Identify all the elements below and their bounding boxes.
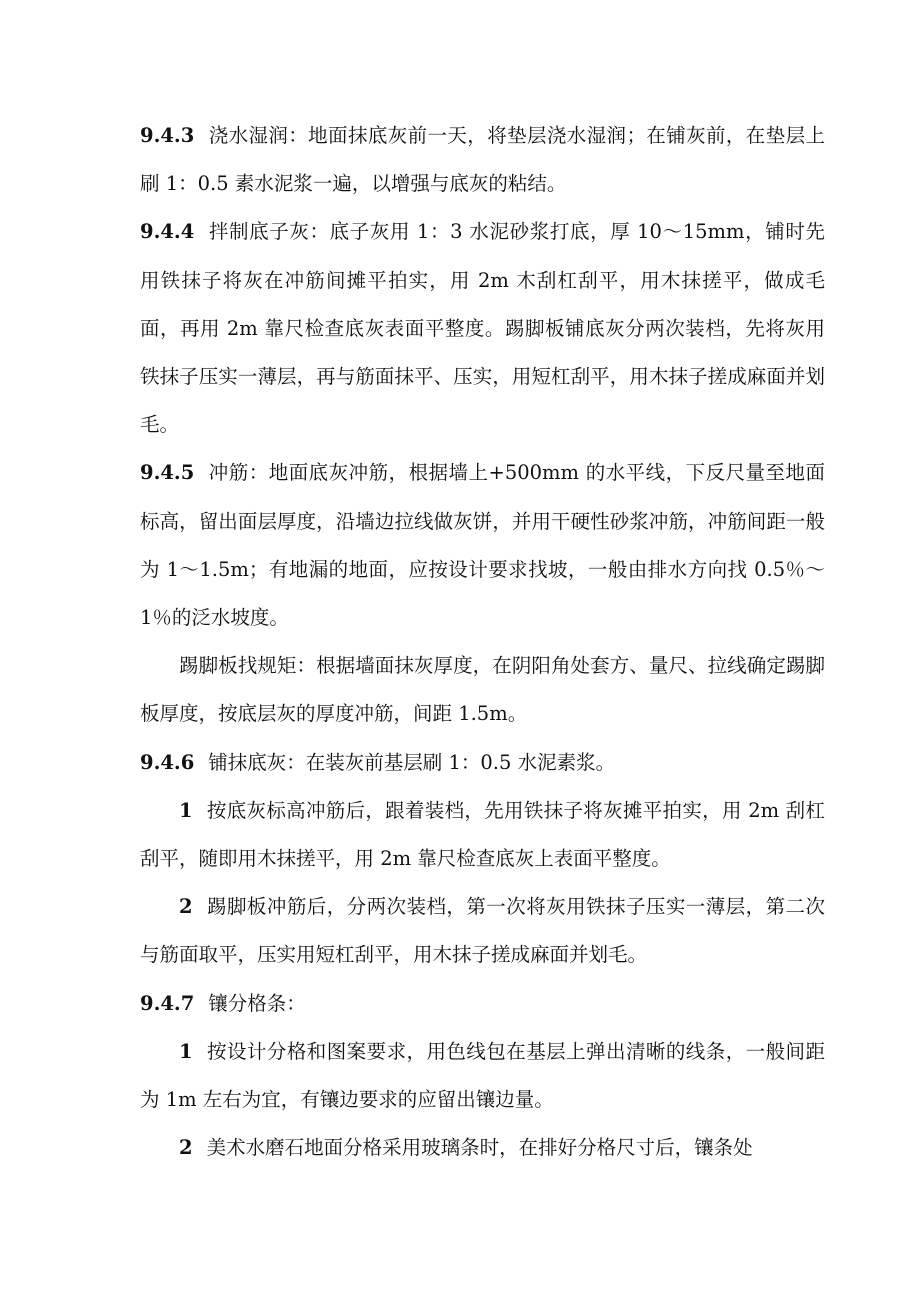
paragraph-text: 美术水磨石地面分格采用玻璃条时，在排好分格尺寸后，镶条处 [206,1136,753,1160]
paragraph-text: 浇水湿润：地面抹底灰前一天，将垫层浇水湿润；在铺灰前，在垫层上刷 1：0.5 素水泥浆一遍，以增强与底灰的粘结。 [140,124,825,196]
list-item-9-4-7-2 [140,1124,825,1172]
paragraph-skirting-layout [140,642,825,738]
item-number: 2 [179,895,193,919]
section-number: 9.4.5 [140,461,195,485]
item-number: 1 [179,1039,193,1063]
list-item-9-4-6-1 [140,787,825,883]
paragraph-text: 冲筋：地面底灰冲筋，根据墙上+500mm 的水平线，下反尺量至地面标高，留出面层厚度，沿墙边拉线做灰饼，并用干硬性砂浆冲筋，冲筋间距一般为 1～1.5m；有地漏的地面，应按设计要求找坡，一般由排水方向找 0.5％～1％的泛水坡度。 [140,461,825,630]
list-item-9-4-6-2 [140,883,825,979]
paragraph-text: 铺抹底灰：在装灰前基层刷 1：0.5 水泥素浆。 [208,750,616,774]
paragraph-9-4-3 [140,112,825,208]
paragraph-9-4-6 [140,739,825,787]
paragraph-text: 踢脚板冲筋后，分两次装档，第一次将灰用铁抹子压实一薄层，第二次与筋面取平，压实用短杠刮平，用木抹子搓成麻面并划毛。 [140,895,825,967]
item-number: 1 [179,798,193,822]
paragraph-text: 镶分格条： [208,991,306,1015]
paragraph-text: 按底灰标高冲筋后，跟着装档，先用铁抹子将灰摊平拍实，用 2m 刮杠刮平，随即用木抹搓平，用 2m 靠尺检查底灰上表面平整度。 [140,798,825,871]
list-item-9-4-7-1 [140,1028,825,1124]
document-page [140,112,825,1172]
paragraph-9-4-7 [140,980,825,1028]
paragraph-text: 踢脚板找规矩：根据墙面抹灰厚度，在阴阳角处套方、量尺、拉线确定踢脚板厚度，按底层灰的厚度冲筋，间距 1.5m。 [140,654,825,726]
section-number: 9.4.7 [140,991,195,1015]
section-number: 9.4.3 [140,124,195,147]
paragraph-text: 按设计分格和图案要求，用色线包在基层上弹出清晰的线条，一般间距为 1m 左右为宜，有镶边要求的应留出镶边量。 [140,1039,825,1112]
paragraph-9-4-4 [140,208,825,449]
paragraph-9-4-5 [140,449,825,642]
paragraph-text: 拌制底子灰：底子灰用 1：3 水泥砂浆打底，厚 10～15mm，铺时先用铁抹子将灰在冲筋间摊平拍实，用 2m 木刮杠刮平，用木抹搓平，做成毛面，再用 2m 靠尺检查底灰表面平整度。踢脚板铺底灰分两次装档，先将灰用铁抹子压实一薄层，再与筋面抹平、压实，用短杠刮平，用木抹子搓成麻面并划毛。 [140,220,825,437]
section-number: 9.4.6 [140,750,195,774]
section-number: 9.4.4 [140,220,195,244]
item-number: 2 [179,1136,193,1160]
